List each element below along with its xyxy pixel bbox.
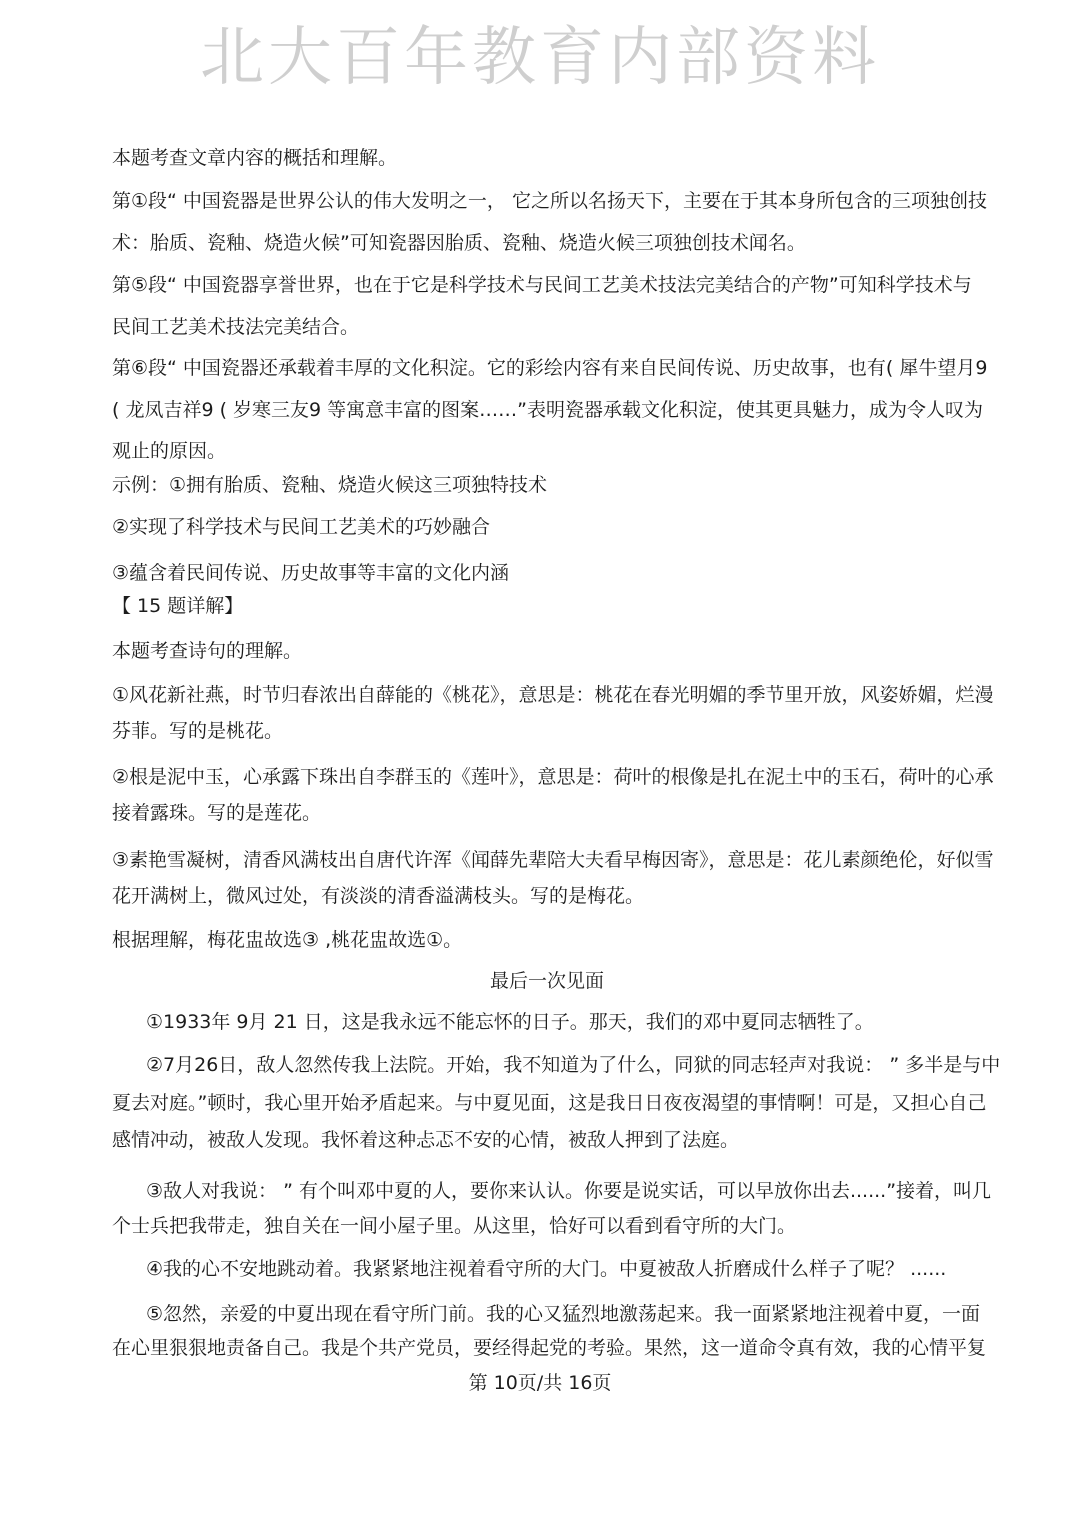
story-line: ①1933年 9月 21 日，这是我永远不能忘怀的日子。那天，我们的邓中夏同志牺牲了。 [146, 1011, 874, 1033]
text-line: ( 龙凤吉祥9 ( 岁寒三友9 等寓意丰富的图案……”表明瓷器承载文化积淀，使其更具魅力，成为令人叹为 [112, 399, 984, 421]
story-line: 个士兵把我带走，独自关在一间小屋子里。从这里，恰好可以看到看守所的大门。 [112, 1215, 797, 1237]
page-footer: 第 10页/共 16页 [468, 1372, 612, 1394]
text-line: 接着露珠。写的是莲花。 [112, 802, 322, 824]
watermark: 北大百年教育内部资料 [200, 21, 880, 95]
text-line: ①风花新社燕，时节归春浓出自薛能的《桃花》，意思是：桃花在春光明媚的季节里开放，风姿娇媚，烂漫 [112, 684, 994, 706]
story-line: ④我的心不安地跳动着。我紧紧地注视着看守所的大门。中夏被敌人折磨成什么样子了呢？ ...... [146, 1258, 947, 1280]
text-line: 本题考查诗句的理解。 [112, 640, 303, 662]
story-line: 夏去对庭。”顿时，我心里开始矛盾起来。与中夏见面，这是我日日夜夜渴望的事情啊！可是，又担心自己 [112, 1092, 987, 1114]
text-line: ②实现了科学技术与民间工艺美术的巧妙融合 [112, 516, 491, 538]
section-heading: 【 15 题详解】 [112, 595, 244, 617]
text-line: 根据理解，梅花盅故选③ ,桃花盅故选①。 [112, 929, 463, 951]
text-line: 观止的原因。 [112, 440, 227, 462]
text-line: 花开满树上，微风过处，有淡淡的清香溢满枝头。写的是梅花。 [112, 885, 645, 907]
story-line: 在心里狠狠地责备自己。我是个共产党员，要经得起党的考验。果然，这一道命令真有效，我的心情平复 [112, 1337, 987, 1359]
text-line: 第⑤段“ 中国瓷器享誉世界，也在于它是科学技术与民间工艺美术技法完美结合的产物”可知科学技术与 [112, 274, 972, 296]
text-line: 芬菲。写的是桃花。 [112, 720, 284, 742]
text-line: 第①段“ 中国瓷器是世界公认的伟大发明之一， 它之所以名扬天下，主要在于其本身所包含的三项独创技 [112, 190, 987, 212]
text-line: ③蕴含着民间传说、历史故事等丰富的文化内涵 [112, 562, 510, 584]
story-line: ②7月26日，敌人忽然传我上法院。开始，我不知道为了什么，同狱的同志轻声对我说： ” 多半是与中 [146, 1054, 1001, 1076]
text-line: 示例：①拥有胎质、瓷釉、烧造火候这三项独特技术 [112, 474, 548, 496]
text-line: 本题考查文章内容的概括和理解。 [112, 147, 398, 169]
text-line: ②根是泥中玉，心承露下珠出自李群玉的《莲叶》，意思是：荷叶的根像是扎在泥土中的玉石，荷叶的心承 [112, 766, 994, 788]
story-title: 最后一次见面 [489, 970, 604, 992]
story-line: ③敌人对我说： ” 有个叫邓中夏的人，要你来认认。你要是说实话，可以早放你出去......”接着，叫几 [146, 1180, 992, 1202]
text-line: 术：胎质、瓷釉、烧造火候”可知瓷器因胎质、瓷釉、烧造火候三项独创技术闻名。 [112, 232, 806, 254]
text-line: 民间工艺美术技法完美结合。 [112, 316, 360, 338]
text-line: ③素艳雪凝树，清香风满枝出自唐代许浑《闻薛先辈陪大夫看早梅因寄》，意思是：花儿素颜绝伦，好似雪 [112, 849, 994, 871]
story-line: 感情冲动，被敌人发现。我怀着这种忐忑不安的心情，被敌人押到了法庭。 [112, 1129, 740, 1151]
text-line: 第⑥段“ 中国瓷器还承载着丰厚的文化积淀。它的彩绘内容有来自民间传说、历史故事，也有( 犀牛望月9 [112, 357, 988, 379]
story-line: ⑤忽然，亲爱的中夏出现在看守所门前。我的心又猛烈地激荡起来。我一面紧紧地注视着中夏，一面 [146, 1303, 981, 1325]
